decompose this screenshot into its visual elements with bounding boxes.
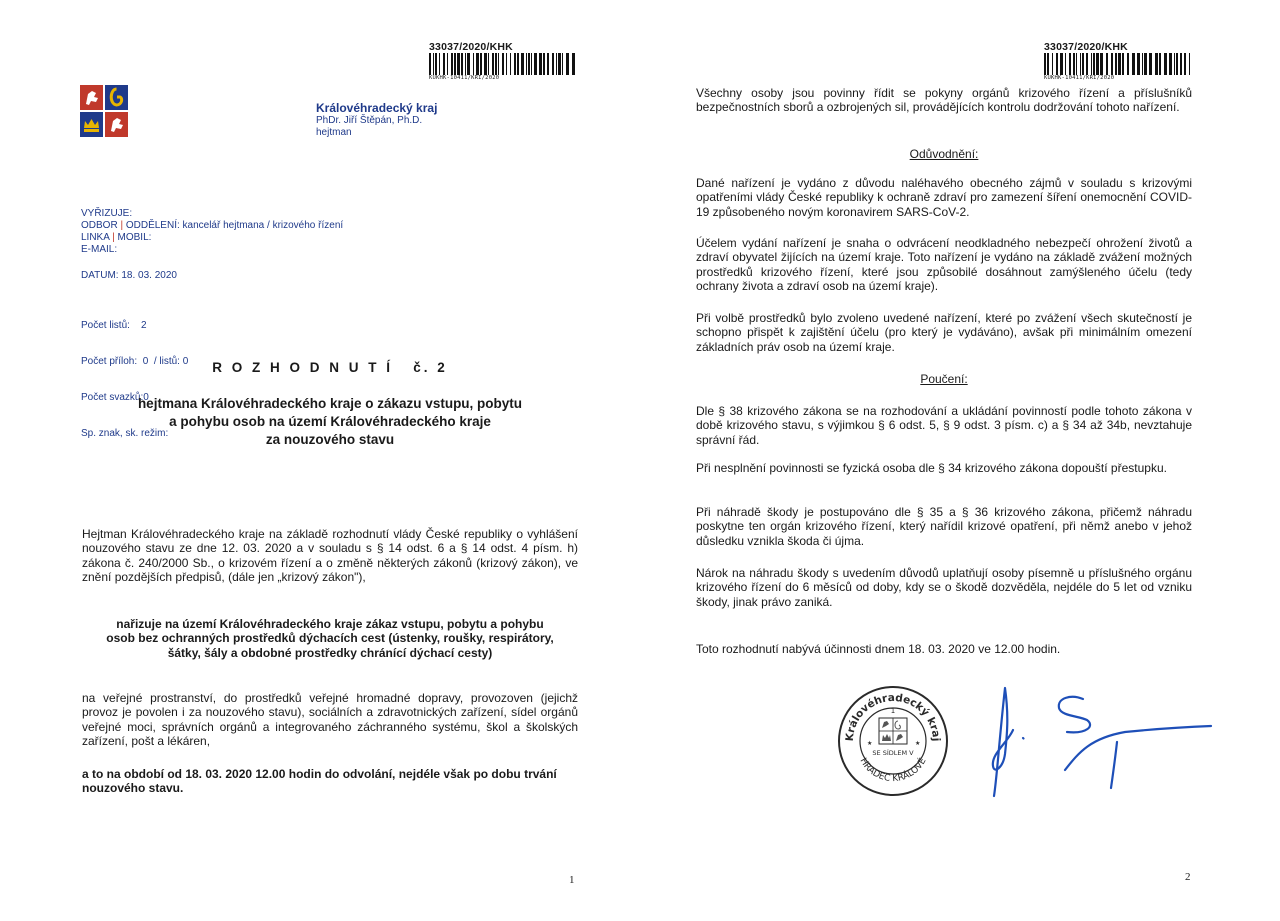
barcode-bars [429,53,577,75]
stamp-number: 1 [890,707,896,715]
page-number: 2 [1185,871,1191,883]
document-title: R O Z H O D N U T Í č. 2 [212,360,448,375]
heading-oduvodneni: Odůvodnění: [909,147,979,161]
org-person: PhDr. Jiří Štěpán, Ph.D. [316,115,423,126]
oduvodneni-paragraph-2: Účelem vydání nařízení je snaha o odvrácení neodkladného nebezpečí ohrožení životů a zdraví obyvatel žijících na území kraje. Toto nařízení je vydáno na základě zvážení možných prostředků krizového řízení, které jsou způsobilé dosáhnout zamýšleného účelu (tedy ochrany života a zdraví osob na území kraje). [696,236,1192,293]
org-role: hejtman [316,127,352,138]
intro-paragraph: Hejtman Královéhradeckého kraje na základě rozhodnutí vlády České republiky o vyhlášení nouzového stavu ze dne 12. 03. 2020 a v souladu s § 14 odst. 6 a § 14 odst. 4 písm. h) zákona č. 240/2000 Sb., o krizovém řízení a o změně některých zákonů (krizový zákon), ve znění pozdějších předpisů, (dále jen „krizový zákon"), [82,527,578,584]
date-line: DATUM: 18. 03. 2020 [81,270,177,281]
pocet-listu: Počet listů: 2 [81,320,147,331]
effective-date: Toto rozhodnutí nabývá účinnosti dnem 18. 03. 2020 ve 12.00 hodin. [696,642,1061,656]
barcode-code: KUKHK-10411/KRI/2020 [1044,75,1115,81]
document-page-2 [640,0,1280,921]
contact-meta [81,208,343,256]
odbor-line: ODBOR | ODDĚLENÍ: kancelář hejtmana / krizového řízení [81,220,344,231]
places-paragraph: na veřejné prostranství, do prostředků veřejné hromadné dopravy, provozoven (jejichž provoz je povolen i za nouzového stavu), sociálních a zdravotnických zařízení, sídel orgánů veřejné moci, správních orgánů a integrovaného záchranného systému, škol a školských zařízení, pošt a lékáren, [82,691,578,748]
org-name: Královéhradecký kraj [316,101,438,115]
linka-line: LINKA | MOBIL: [81,232,152,243]
organization-block [316,101,437,139]
svg-text:★: ★ [867,741,873,747]
handwritten-signature [975,682,1215,807]
stamp-top-text: Královéhradecký kraj [843,691,943,742]
vyrizuje-label: VYŘIZUJE: [81,208,133,219]
official-stamp [835,683,951,804]
stamp-seat: SE SÍDLEM V [872,749,914,757]
barcode-block [429,41,577,81]
coat-of-arms-logo [79,84,129,143]
oduvodneni-paragraph-1: Dané nařízení je vydáno z důvodu naléhavého obecného zájmů v souladu s krizovými opatřeními vlády České republiky k ochraně zdraví pro zamezení šíření onemocnění COVID-19 způsobeného novým koronavirem SARS-CoV-2. [696,176,1192,219]
decree-paragraph: nařizuje na území Královéhradeckého kraje zákaz vstupu, pobytu a pohybu osob bez ochranných prostředků dýchacích cest (ústenky, roušky, respirátory, šátky, šály a obdobné prostředky chránící dýchací cesty) [106,617,554,660]
barcode-code: KUKHK-10411/KRI/2020 [429,75,500,81]
spisovy-znak: Sp. znak, sk. režim: [81,428,169,439]
pouceni-paragraph-4: Nárok na náhradu škody s uvedením důvodů uplatňují osoby písemně u příslušného orgánu krizového řízení do 6 měsíců od doby, kdy se o škodě dozvěděla, nejdéle do 5 let od vzniku škody, jinak právo zaniká. [696,566,1192,609]
heading-pouceni: Poučení: [920,372,968,386]
document-subtitle: hejtmana Královéhradeckého kraje o zákazu vstupu, pobytu a pohybu osob na území Královéhradeckého kraje za nouzového stavu [137,396,523,447]
pocet-priloh: Počet příloh: 0 / listů: 0 [81,356,189,367]
pouceni-paragraph-1: Dle § 38 krizového zákona se na rozhodování a ukládání povinností podle tohoto zákona v době krizového stavu, s výjimkou § 6 odst. 5, § 9 odst. 3 písm. c) a § 34 až 34b, nevztahuje správní řád. [696,404,1192,447]
obligation-paragraph: Všechny osoby jsou povinny řídit se pokyny orgánů krizového řízení a příslušníků bezpečnostních sborů a ozbrojených sil, provádějících kontrolu dodržování tohoto nařízení. [696,86,1192,115]
barcode-block [1044,41,1192,81]
stamp-bottom-text: HRADEC KRÁLOVÉ [857,756,929,785]
period-paragraph: a to na období od 18. 03. 2020 12.00 hodin do odvolání, nejdéle však po dobu trvání nouzového stavu. [82,767,557,796]
pocet-svazku: Počet svazků:0 [81,392,149,403]
pouceni-paragraph-3: Při náhradě škody je postupováno dle § 35 a § 36 krizového zákona, přičemž náhradu poskytne ten orgán krizového řízení, který nařídil krizové opatření, při němž anebo v jehož důsledku vznikla škoda či újma. [696,505,1192,548]
pouceni-paragraph-2: Při nesplnění povinnosti se fyzická osoba dle § 34 krizového zákona dopouští přestupku. [696,461,1167,475]
svg-text:HRADEC KRÁLOVÉ [858,755,929,784]
reference-number: 33037/2020/KHK [429,41,513,53]
barcode-bars [1044,53,1192,75]
reference-number: 33037/2020/KHK [1044,41,1128,53]
oduvodneni-paragraph-3: Při volbě prostředků bylo zvoleno uvedené nařízení, které po zvážení všech skutečností je schopno přispět k zajištění účelu (pro který je vydáváno), avšak při minimálním omezení základních práv osob na území kraje. [696,311,1192,354]
email-label: E-MAIL: [81,244,118,255]
svg-text:★: ★ [915,741,921,747]
page-number: 1 [569,874,575,886]
